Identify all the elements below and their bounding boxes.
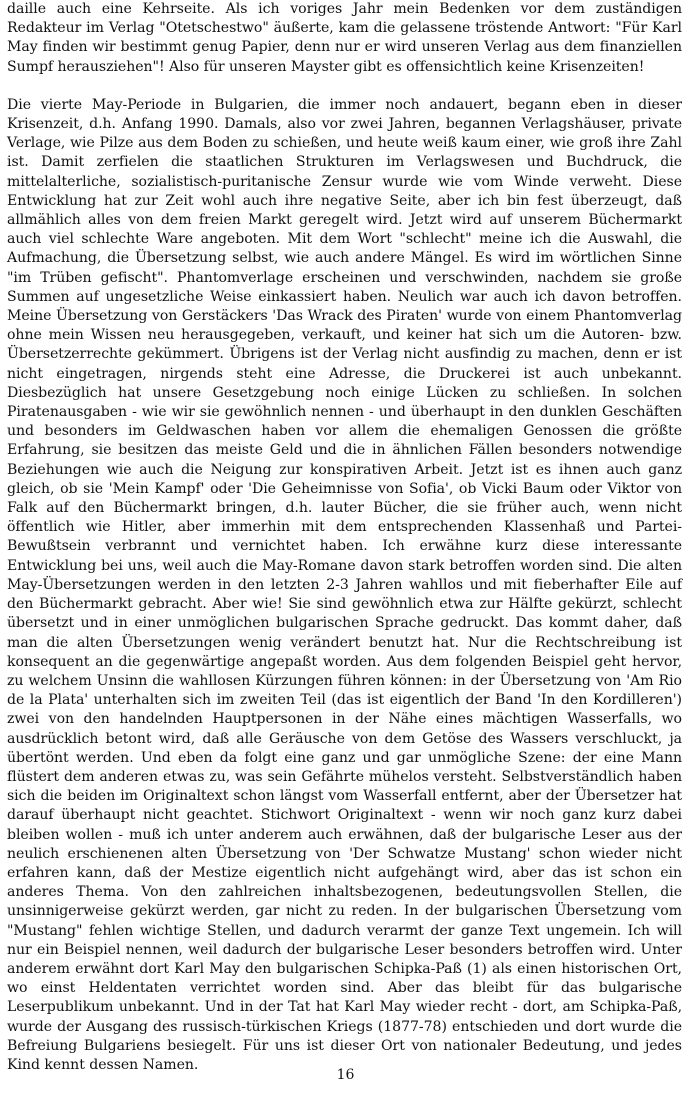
paragraph: Die vierte May-Periode in Bulgarien, die immer noch andauert, begann eben in dieser Krisenzeit, d.h. Anfang 1990. Damals, also vor zwei Jahren, begannen Verlagshäuser, private Verlage, wie Pilze aus dem Boden zu schießen, und heute weiß kaum einer, wie groß ihre Zahl ist. Damit zerfielen die staatlichen Strukturen im Verlagswesen und Buchdruck, die mittelalterliche, sozialistisch-puritanische Zensur wurde wie vom Winde verweht. Diese Entwicklung hat zur Zeit wohl auch ihre negative Seite, aber ich bin fest überzeugt, daß allmählich alles von dem freien Markt geregelt wird. Jetzt wird auf unserem Büchermarkt auch viel schlechte Ware angeboten. Mit dem Wort "schlecht" meine ich die Auswahl, die Aufmachung, die Übersetzung selbst, wie auch andere Mängel. Es wird im wörtlichen Sinne "im Trüben gefischt". Phantomverlage erscheinen und verschwinden, nachdem sie große Summen auf ungesetzliche Weise einkassiert haben. Neulich war auch ich davon betroffen. Meine Übersetzung von Gerstäckers 'Das Wrack des Piraten' wurde von einem Phantomverlag ohne mein Wissen neu herausgegeben, verkauft, und keiner hat sich um die Autoren- bzw. Übersetzerrechte gekümmert. Übrigens ist der Verlag nicht ausfindig zu machen, denn er ist nicht eingetragen, nirgends steht eine Adresse, die Druckerei ist auch unbekannt. Diesbezüglich hat unsere Gesetzgebung noch einige Lücken zu schließen. In solchen Piratenausgaben - wie wir sie gewöhnlich nennen - und überhaupt in den dunklen Geschäften und besonders im Geldwaschen haben vor allem die ehemaligen Genossen die größte Erfahrung, sie besitzen das meiste Geld und die in ähnlichen Fällen besonders notwendige Beziehungen wie auch die Neigung zur konspirativen Arbeit. Jetzt ist es ihnen auch ganz gleich, ob sie 'Mein Kampf' oder 'Die Geheimnisse von Sofia', ob Vicki Baum oder Viktor von Falk auf den Büchermarkt bringen, d.h. lauter Bücher, die sie früher auch, wenn nicht öffentlich wie Hitler, aber immerhin mit dem entsprechenden Klassenhaß und Partei-Bewußtsein verbrannt und vernichtet haben. Ich erwähne kurz diese interessante Entwicklung bei uns, weil auch die May-Romane davon stark betroffen worden sind. Die alten May-Übersetzungen werden in den letzten 2-3 Jahren wahllos und mit fieberhafter Eile auf den Büchermarkt gebracht. Aber wie! Sie sind gewöhnlich etwa zur Hälfte gekürzt, schlecht übersetzt und in einer unmöglichen bulgarischen Sprache gedruckt. Das kommt daher, daß man die alten Übersetzungen wenig verändert benutzt hat. Nur die Rechtschreibung ist konsequent an die gegenwärtige angepaßt worden. Aus dem folgenden Beispiel geht hervor, zu welchem Unsinn die wahllosen Kürzungen führen können: in der Übersetzung von 'Am Rio de la Plata' unterhalten sich im zweiten Teil (das ist eigentlich der Band 'In den Kordilleren') zwei von den handelnden Hauptpersonen in der Nähe eines mächtigen Wasserfalls, wo ausdrücklich betont wird, daß alle Geräusche von dem Getöse des Wassers verschluckt, ja übertönt werden. Und eben da folgt eine ganz und gar unmögliche Szene: der eine Mann flüstert dem anderen etwas zu, was sein Gefährte mühelos versteht. Selbstverständlich haben sich die beiden im Originaltext schon längst vom Wasserfall entfernt, aber der Übersetzer hat darauf überhaupt nicht geachtet. Stichwort Originaltext - wenn wir noch ganz kurz dabei bleiben wollen - muß ich unter anderem auch erwähnen, daß der bulgarische Leser aus der neulich erschienenen alten Übersetzung von 'Der Schwatze Mustang' schon wieder nicht erfahren kann, daß der Mestize eigentlich nicht aufgehängt wird, aber das ist schon ein anderes Thema. Von den zahlreichen inhaltsbezogenen, bedeutungsvollen Stellen, die unsinnigerweise gekürzt werden, gar nicht zu reden. In der bulgarischen Übersetzung vom "Mustang" fehlen wichtige Stellen, und dadurch verarmt der ganze Text ungemein. Ich will nur ein Beispiel nennen, weil dadurch der bulgarische Leser besonders betroffen wird. Unter anderem erwähnt dort Karl May den bulgarischen Schipka-Paß (1) als einen historischen Ort, wo einst Heldentaten verrichtet worden sind. Aber das bleibt für das bulgarische Leserpublikum unbekannt. Und in der Tat hat Karl May wieder recht - dort, am Schipka-Paß, wurde der Ausgang des russisch-türkischen Kriegs (1877-78) entschieden und dort wurde die Befreiung Bulgariens besiegelt. Für uns ist dieser Ort von nationaler Bedeutung, und jedes Kind kennt dessen Namen.	[7, 96, 682, 1073]
page-number: 16	[336, 1067, 355, 1083]
paragraph: daille auch eine Kehrseite. Als ich voriges Jahr mein Bedenken vor dem zuständigen Redakteur im Verlag "Otetschestwo" äußerte, kam die gelassene tröstende Antwort: "Für Karl May finden wir bestimmt genug Papier, denn nur er wird unseren Verlag aus dem finanziellen Sumpf herausziehen"! Also für unseren Mayster gibt es offensichtlich keine Krisenzeiten!	[7, 1, 682, 75]
